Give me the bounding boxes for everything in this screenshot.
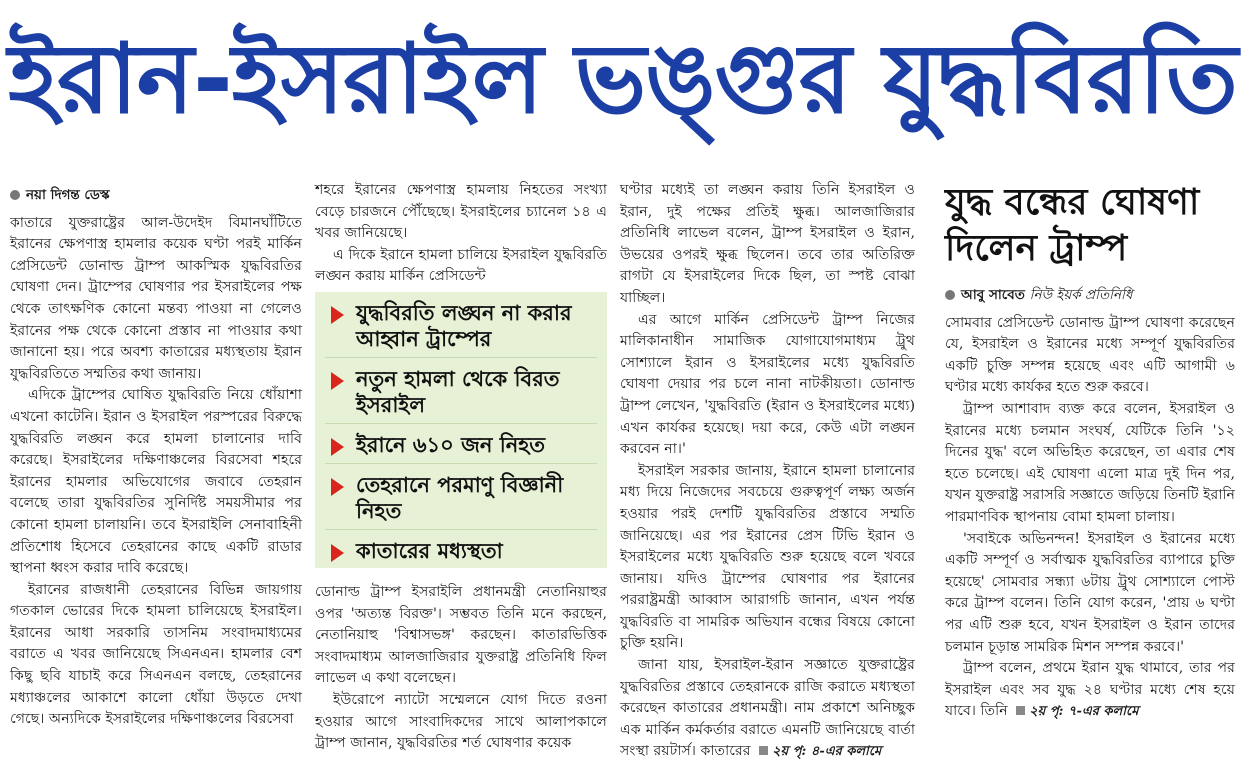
bullet-dot-icon — [945, 290, 955, 300]
red-arrow-icon — [331, 478, 344, 496]
column-2-top — [315, 180, 607, 288]
byline-role: নিউ ইয়র্ক প্রতিনিধি — [1029, 287, 1133, 303]
paragraph: ইসরাইল সরকার জানায়, ইরানে হামলা চালানোর মধ্য দিয়ে নিজেদের সবচেয়ে গুরুত্বপূর্ণ লক্ষ্য অর্জন হওয়ার পরই দেশটি যুদ্ধবিরতির প্রস্তাবে সম্মতি জানিয়েছে। এর পর ইরানের প্রেস টিভি ইরান ও ইসরাইলের মধ্যে যুদ্ধবিরতি শুরু হয়েছে বলে খবরে জানায়। যদিও ট্রাম্পের ঘোষণার পর ইরানের পররাষ্ট্রমন্ত্রী আব্বাস আরাগচি জানান, এখন পর্যন্ত যুদ্ধবিরতি বা সামরিক অভিযান বন্ধের বিষয়ে কোনো চুক্তি হয়নি। — [620, 462, 915, 652]
red-arrow-icon — [331, 544, 344, 562]
highlight-item — [325, 538, 597, 569]
column-1 — [10, 185, 302, 751]
red-arrow-icon — [331, 306, 344, 324]
highlight-text: ইরানে ৬১০ জন নিহত — [356, 433, 546, 457]
bullet-dot-icon — [10, 190, 20, 200]
red-arrow-icon — [331, 372, 344, 390]
byline — [945, 285, 1235, 307]
red-arrow-icon — [331, 438, 344, 456]
paragraph — [620, 655, 915, 763]
highlight-text: যুদ্ধবিরতি লঙ্ঘন না করার আহ্বান ট্রাম্পের — [356, 301, 572, 351]
continued-note — [755, 744, 881, 759]
headline: ইরান-ইসরাইল ভঙ্গুর যুদ্ধবিরতি — [8, 23, 1237, 135]
highlight-text: নতুন হামলা থেকে বিরত ইসরাইল — [356, 367, 560, 417]
highlight-item — [325, 300, 597, 358]
continued-text: ২য় পৃ: ৪-এর কলামে — [772, 744, 882, 760]
paragraph: কাতারে যুক্তরাষ্ট্রের আল-উদেইদ বিমানঘাঁটিতে ইরানের ক্ষেপণাস্ত্র হামলার কয়েক ঘণ্টা পরই মার্কিন প্রেসিডেন্ট ডোনাল্ড ট্রাম্প আকস্মিক যুদ্ধবিরতির ঘোষণা দেন। ট্রাম্পের ঘোষণার পর ইসরাইলের পক্ষ থেকে তাৎক্ষণিক কোনো মন্তব্য পাওয়া না গেলেও ইরানের পক্ষ থেকে কোনো প্রস্তাব না পাওয়ার কথা জানানো হয়। পরে অবশ্য কাতারের মধ্যস্থতায় ইরান যুদ্ধবিরতিতে সম্মতির কথা জানায়। — [10, 214, 302, 382]
paragraph: সোমবার প্রেসিডেন্ট ডোনাল্ড ট্রাম্প ঘোষণা করেছেন যে, ইসরাইল ও ইরানের মধ্যে সম্পূর্ণ যুদ্ধবিরতির একটি চুক্তি সম্পন্ন হয়েছে এবং এটি আগামী ৬ ঘণ্টার মধ্যে কার্যকর হতে শুরু করবে। — [945, 314, 1235, 396]
paragraph: 'সবাইকে অভিনন্দন! ইসরাইল ও ইরানের মধ্যে একটি সম্পূর্ণ ও সর্বাত্মক যুদ্ধবিরতির ব্যাপারে চুক্তি হয়েছে' সোমবার সন্ধ্যা ৬টায় ট্রুথ সোশ্যালে পোস্ট করে ট্রাম্প বলেন। তিনি যোগ করেন, 'প্রায় ৬ ঘণ্টা পর এটি শুরু হবে, যখন ইসরাইল ও ইরান তাদের চলমান চূড়ান্ত সামরিক মিশন সম্পন্ন করবে।' — [945, 530, 1235, 655]
paragraph: ইউরোপে ন্যাটো সম্মেলনে যোগ দিতে রওনা হওয়ার আগে সাংবাদিকদের সাথে আলাপকালে ট্রাম্প জানান, যুদ্ধবিরতির শর্ত ঘোষণার কয়েক — [315, 691, 607, 752]
paragraph-text: জানা যায়, ইসরাইল-ইরান সজ্ঞাতে যুক্তরাষ্ট্রের যুদ্ধবিরতির প্রস্তাবে তেহরানকে রাজি করাতে মধ্যস্থতা করেছেন কাতারের প্রধানমন্ত্রী। নাম প্রকাশে অনিচ্ছুক এক মার্কিন কর্মকর্তার বরাতে এমনটি জানিয়েছে বার্তা সংস্থা রয়টার্স। কাতারের — [620, 657, 915, 760]
paragraph: ঘণ্টার মধ্যেই তা লঙ্ঘন করায় তিনি ইসরাইল ও ইরান, দুই পক্ষের প্রতিই ক্ষুব্ধ। আলজাজিরার প্রতিনিধি লাভেল বলেন, ট্রাম্প ইসরাইল ও ইরান, উভয়ের ওপরই ক্ষুব্ধ ছিলেন। তবে তার অতিরিক্ত রাগটা যে ইসরাইলের দিকে ছিল, তা স্পষ্ট বোঝা যাচ্ছিল। — [620, 182, 915, 306]
column-3 — [620, 180, 915, 760]
paragraph — [945, 658, 1235, 723]
square-icon — [759, 746, 768, 755]
paragraph: এর আগে মার্কিন প্রেসিডেন্ট ট্রাম্প নিজের মালিকানাধীন সামাজিক যোগাযোগমাধ্যম ট্রুথ সোশ্যালে ইরান ও ইসরাইলের মধ্যে যুদ্ধবিরতি ঘোষণা দেয়ার পর চলে নানা নাটকীয়তা। ডোনাল্ড ট্রাম্প লেখেন, 'যুদ্ধবিরতি (ইরান ও ইসরাইলের মধ্যে) এখন কার্যকর হয়েছে। দয়া করে, কেউ এটা লঙ্ঘন করবেন না।' — [620, 311, 915, 458]
highlight-item — [325, 366, 597, 424]
continued-text: ২য় পৃ: ৭-এর কলামে — [1029, 704, 1139, 720]
highlight-text: কাতারের মধ্যস্থতা — [356, 539, 503, 563]
paragraph: শহরে ইরানের ক্ষেপণাস্ত্র হামলায় নিহতের সংখ্যা বেড়ে চারজনে পৌঁছেছে। ইসরাইলের চ্যানেল ১৪ এ খবর জানিয়েছে। — [315, 182, 607, 242]
continued-note — [1012, 704, 1138, 719]
highlight-item — [325, 432, 597, 464]
paragraph: ইরানের রাজধানী তেহরানের বিভিন্ন জায়গায় গতকাল ভোরের দিকে হামলা চালিয়েছে ইসরাইল। ইরানের আধা সরকারি তাসনিম সংবাদমাধ্যমের বরাতে এ খবর জানিয়েছে সিএনএন। হামলার বেশ কিছু ছবি যাচাই করে সিএনএন বলছে, তেহরানের মধ্যাঞ্চলের আকাশে কালো ধোঁয়া উড়তে দেখা গেছে। অন্যদিকে ইসরাইলের দক্ষিণাঞ্চলের বিরসেবা — [10, 581, 302, 728]
byline-name: আবু সাবেত — [961, 287, 1025, 303]
paragraph: ট্রাম্প আশাবাদ ব্যক্ত করে বলেন, ইসরাইল ও ইরানের মধ্যে চলমান সংঘর্ষ, যেটিকে তিনি '১২ দিনের যুদ্ধ' বলে অভিহিত করেছেন, তা এবার শেষ হতে চলেছে। এই ঘোষণা এলো মাত্র দুই দিন পর, যখন যুক্তরাষ্ট্র সরাসরি সজ্ঞাতে জড়িয়ে তিনটি ইরানি পারমাণবিক স্থাপনায় বোমা হামলা চালায়। — [945, 400, 1235, 525]
paragraph: এ দিকে ইরানে হামলা চালিয়ে ইসরাইল যুদ্ধবিরতি লঙ্ঘন করায় মার্কিন প্রেসিডেন্ট — [315, 246, 607, 285]
paragraph: ডোনাল্ড ট্রাম্প ইসরাইলি প্রধানমন্ত্রী নেতানিয়াহুর ওপর 'অত্যন্ত বিরক্ত'। সম্ভবত তিনি মনে করছেন, নেতানিয়াহু 'বিশ্বাসভঙ্গ' করছেন। কাতারভিত্তিক সংবাদমাধ্যম আলজাজিরার যুক্তরাষ্ট্র প্রতিনিধি ফিল লাভেল এ কথা বলেছেন। — [315, 584, 607, 687]
highlights-box — [315, 292, 607, 568]
column-4 — [945, 285, 1235, 751]
column-2-bottom — [315, 582, 607, 751]
highlight-item — [325, 472, 597, 530]
paragraph-text: ট্রাম্প বলেন, প্রথমে ইরান যুদ্ধ থামাবে, তার পর ইসরাইল এবং সব যুদ্ধ ২৪ ঘণ্টার মধ্যে শেষ হয়ে যাবে। তিনি — [945, 660, 1235, 720]
square-icon — [1016, 706, 1025, 715]
byline-name: নয়া দিগন্ত ডেস্ক — [26, 187, 110, 203]
highlight-text: তেহরানে পরমাণু বিজ্ঞানী নিহত — [356, 473, 564, 523]
byline — [10, 185, 302, 207]
paragraph: এদিকে ট্রাম্পের ঘোষিত যুদ্ধবিরতি নিয়ে ধোঁয়াশা এখনো কাটেনি। ইরান ও ইসরাইল পরস্পরের বিরুদ্ধে যুদ্ধবিরতি লঙ্ঘন করে হামলা চালানোর দাবি করেছে। ইসরাইলের দক্ষিণাঞ্চলের বিরসেবা শহরে ইরানের হামলার অভিযোগের জবাবে তেহরান বলেছে তারা যুদ্ধবিরতির সুনির্দিষ্ট সময়সীমার পর কোনো হামলা চালায়নি। তবে ইসরাইলি সেনাবাহিনী প্রতিশোধ হিসেবে তেহরানের কাছে একটি রাডার স্থাপনা ধ্বংস করার দাবি করেছে। — [10, 387, 302, 577]
subheadline: যুদ্ধ বন্ধের ঘোষণা দিলেন ট্রাম্প — [945, 182, 1200, 269]
